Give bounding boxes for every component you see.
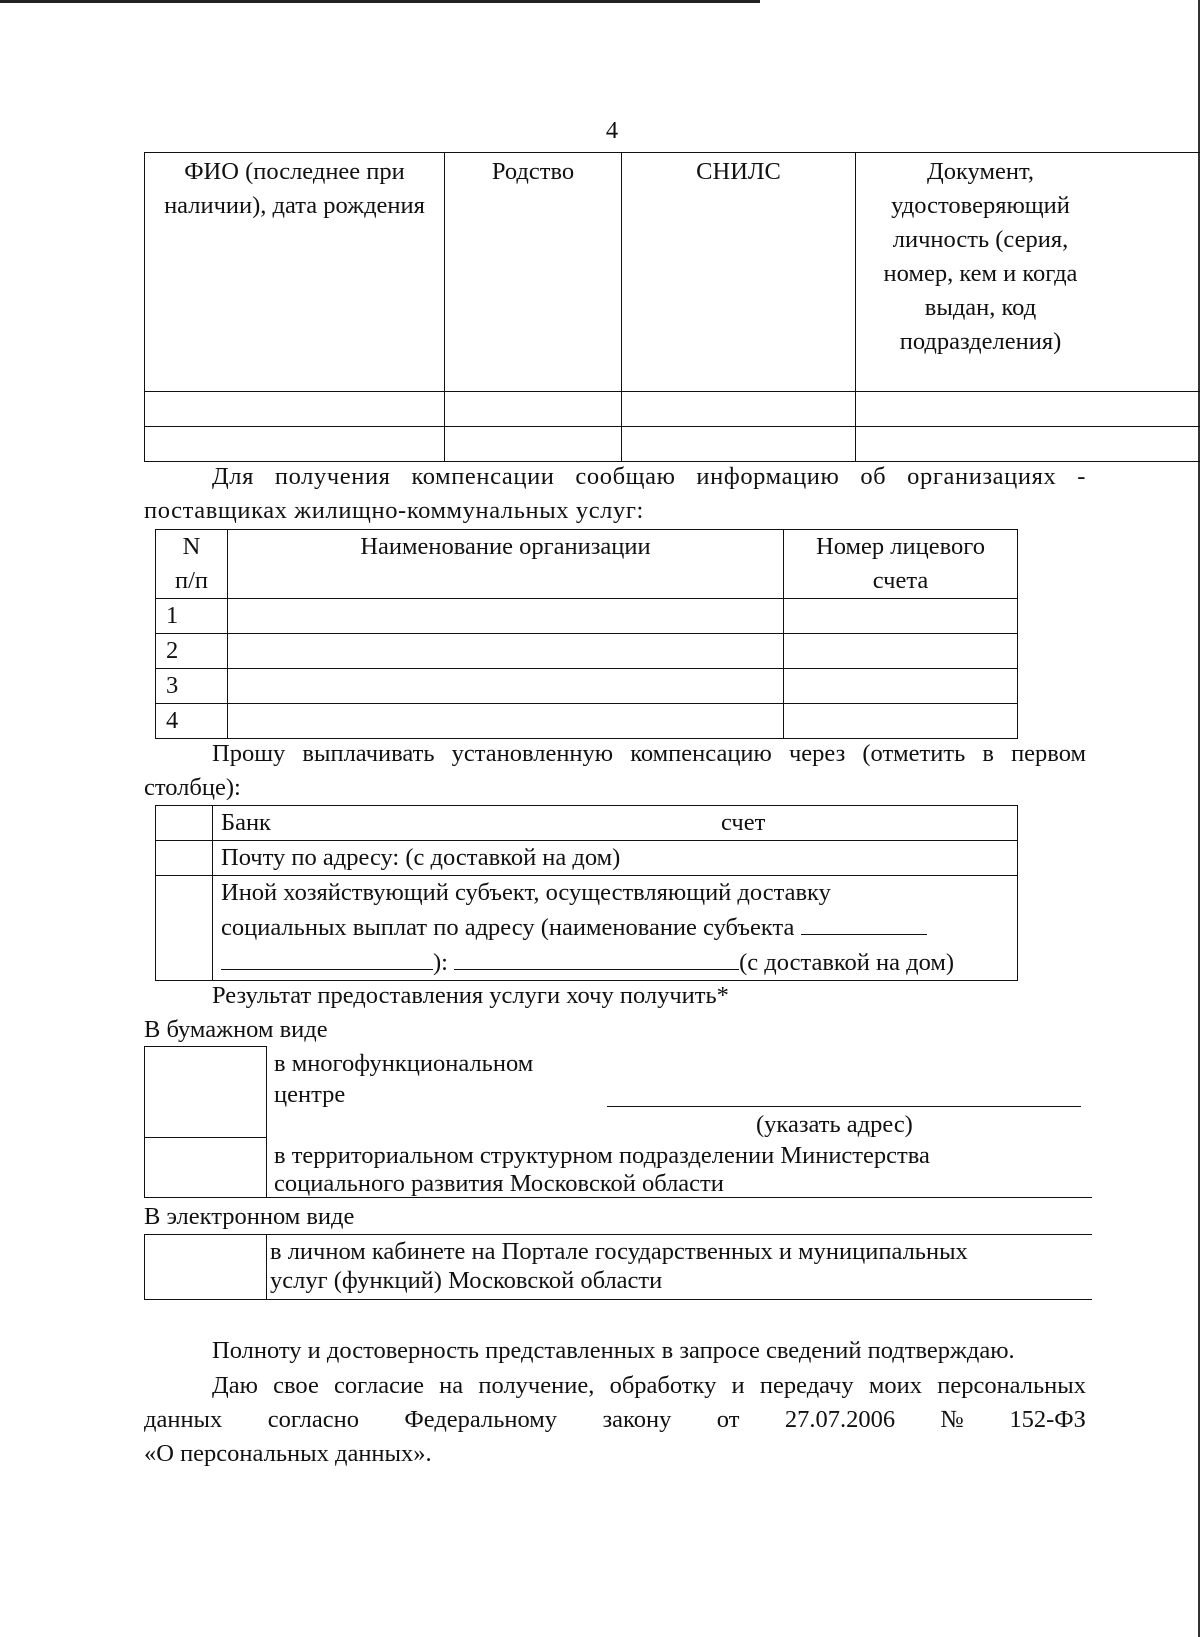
input-cell[interactable]	[856, 427, 1200, 462]
input-cell[interactable]	[445, 427, 622, 462]
mfc-checkbox[interactable]	[146, 1048, 264, 1136]
option-checkbox-cell[interactable]	[156, 806, 213, 841]
post-label: Почту по адресу: (с доставкой на дом)	[213, 841, 1018, 876]
input-cell[interactable]	[784, 599, 1018, 634]
table-row	[145, 392, 1200, 427]
input-cell[interactable]	[784, 704, 1018, 739]
payment-intro: Прошу выплачивать установленную компенсацию через (отметить в первом столбце):	[144, 740, 1086, 801]
row-number: 4	[156, 704, 228, 739]
electronic-left-rule	[144, 1234, 145, 1300]
other-entity-tail: (с доставкой на дом)	[739, 949, 955, 976]
input-cell[interactable]	[145, 427, 445, 462]
portal-checkbox[interactable]	[146, 1236, 264, 1298]
result-intro: Результат предоставления услуги хочу получить*	[212, 982, 729, 1009]
consent-date: 27.07.2006	[784, 1406, 896, 1433]
consent-line3: «О персональных данных».	[144, 1440, 432, 1467]
header-cell-fio: ФИО (последнее при наличии), дата рождения	[145, 153, 445, 392]
paper-heading: В бумажном виде	[144, 1016, 328, 1043]
confirm-text: Полноту и достоверность представленных в запросе сведений подтверждаю.	[212, 1337, 1015, 1364]
row-number: 2	[156, 634, 228, 669]
payment-option-other	[156, 876, 1018, 981]
scan-artifact-top	[0, 0, 760, 3]
portal-line1: в личном кабинете на Портале государственных и муниципальных	[270, 1238, 968, 1265]
header-cell-account: Номер лицевого счета	[784, 530, 1018, 599]
account-label: счет	[721, 809, 766, 836]
consent-number-sign: №	[940, 1406, 964, 1433]
paper-top-rule	[144, 1046, 266, 1047]
header-cell-number: N п/п	[156, 530, 228, 599]
consent-line1: Даю свое согласие на получение, обработку и передачу моих персональных	[212, 1372, 1086, 1399]
portal-line2: услуг (функций) Московской области	[270, 1267, 663, 1294]
electronic-divider-rule	[266, 1234, 267, 1300]
consent-word: согласно	[267, 1406, 359, 1433]
option-checkbox-cell[interactable]	[156, 876, 213, 981]
family-members-table	[144, 152, 1200, 462]
table-row	[145, 427, 1200, 462]
paper-divider-rule	[266, 1046, 267, 1198]
ministry-line1: в территориальном структурном подразделении Министерства	[274, 1142, 930, 1169]
input-cell[interactable]	[228, 669, 784, 704]
address-hint: (указать адрес)	[756, 1111, 913, 1138]
input-cell[interactable]	[445, 392, 622, 427]
consent-law-number: 152-ФЗ	[1009, 1406, 1086, 1433]
header-cell-relation: Родство	[445, 153, 622, 392]
header-cell-document: Документ, удостоверяющий личность (серия, номер, кем и когда выдан, код подразделения)	[856, 153, 1200, 392]
consent-word: от	[716, 1406, 740, 1433]
table-row	[156, 634, 1018, 669]
input-cell[interactable]	[228, 599, 784, 634]
other-entity-line3	[221, 945, 1017, 980]
entity-name-field-cont[interactable]	[221, 945, 433, 970]
electronic-heading: В электронном виде	[144, 1203, 355, 1230]
table-header-row	[156, 530, 1018, 599]
other-entity-line1: Иной хозяйствующий субъект, осуществляющий доставку	[221, 879, 831, 906]
page-number: 4	[605, 117, 619, 144]
header-cell-org-name: Наименование организации	[228, 530, 784, 599]
entity-name-field[interactable]	[801, 910, 927, 935]
paper-left-rule	[144, 1046, 145, 1198]
header-cell-snils: СНИЛС	[622, 153, 856, 392]
consent-word: данных	[144, 1406, 223, 1433]
consent-line2	[144, 1403, 1086, 1437]
payment-option-post	[156, 841, 1018, 876]
input-cell[interactable]	[622, 392, 856, 427]
consent-word: Федеральному	[404, 1406, 558, 1433]
suppliers-table	[155, 529, 1018, 739]
electronic-bottom-rule	[144, 1299, 1092, 1300]
consent-word: закону	[602, 1406, 672, 1433]
input-cell[interactable]	[228, 634, 784, 669]
ministry-line2: социального развития Московской области	[274, 1170, 724, 1197]
option-checkbox-cell[interactable]	[156, 841, 213, 876]
input-cell[interactable]	[145, 392, 445, 427]
input-cell[interactable]	[784, 634, 1018, 669]
entity-address-field[interactable]	[454, 945, 739, 970]
bank-cell	[213, 806, 1018, 841]
table-row	[156, 599, 1018, 634]
mfc-line2: центре	[274, 1081, 346, 1108]
payment-method-table	[155, 805, 1018, 981]
mfc-line1: в многофункциональном	[274, 1050, 534, 1077]
bank-label: Банк	[221, 809, 271, 836]
table-row	[156, 669, 1018, 704]
table-header-row	[145, 153, 1200, 392]
row-number: 1	[156, 599, 228, 634]
other-entity-cell	[213, 876, 1018, 981]
other-entity-line2-text: социальных выплат по адресу (наименование субъекта	[221, 914, 795, 941]
input-cell[interactable]	[856, 392, 1200, 427]
other-entity-line2	[221, 910, 1017, 945]
input-cell[interactable]	[622, 427, 856, 462]
address-field[interactable]	[607, 1106, 1081, 1107]
suppliers-intro: Для получения компенсации сообщаю информацию об организациях - поставщиках жилищно-коммунальных услуг:	[144, 463, 1086, 524]
other-entity-separator: ):	[433, 949, 448, 976]
table-row	[156, 704, 1018, 739]
payment-option-bank	[156, 806, 1018, 841]
row-number: 3	[156, 669, 228, 704]
paper-middle-rule	[144, 1137, 266, 1138]
input-cell[interactable]	[784, 669, 1018, 704]
ministry-checkbox[interactable]	[146, 1139, 264, 1196]
input-cell[interactable]	[228, 704, 784, 739]
